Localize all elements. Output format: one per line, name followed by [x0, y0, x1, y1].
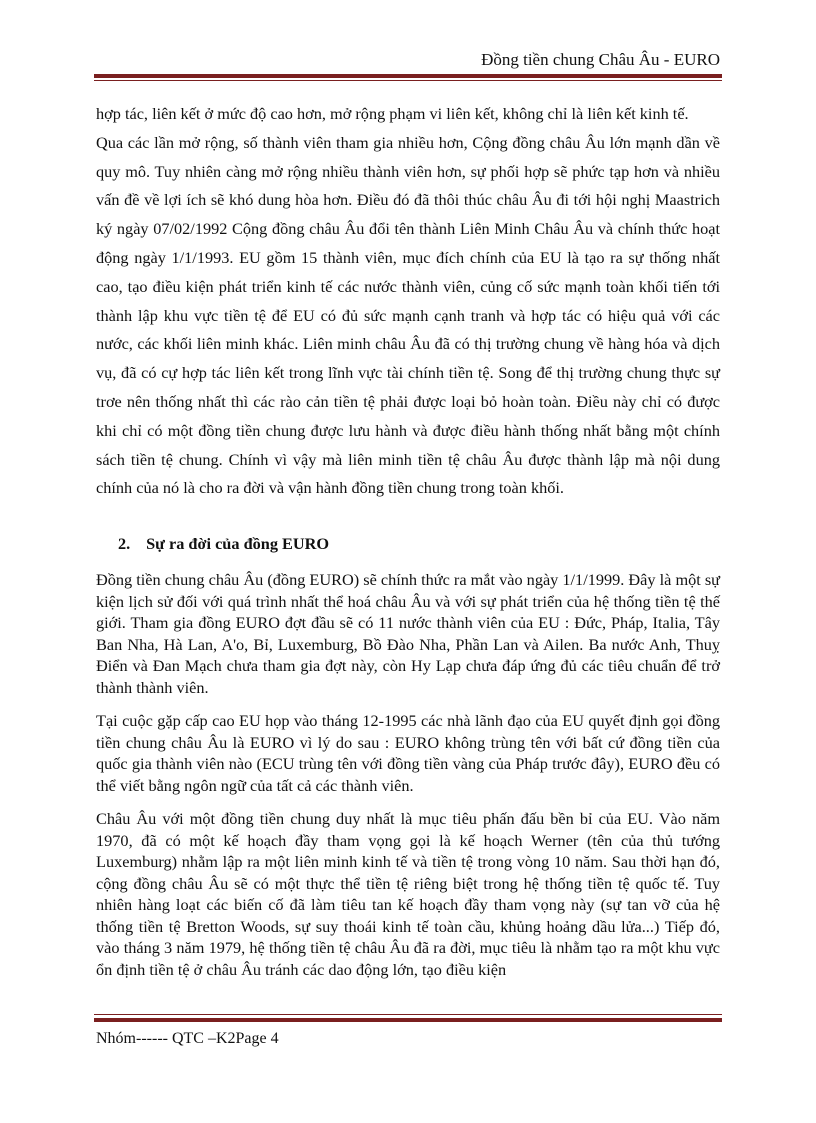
footer-rule-thick — [94, 1018, 722, 1022]
paragraph: hợp tác, liên kết ở mức độ cao hơn, mở rộng phạm vi liên kết, không chỉ là liên kết kinh tế. — [96, 104, 689, 123]
header-rule-thin — [94, 80, 722, 81]
paragraph: Châu Âu với một đồng tiền chung duy nhất là mục tiêu phấn đấu bền bỉ của EU. Vào năm 1970, đã có một kế hoạch đầy tham vọng gọi là kế hoạch Werner (tên của thủ tướng Luxemburg) nhằm lập ra một liên minh kinh tế và tiền tệ trong vòng 10 năm. Sau thời hạn đó, cộng đồng châu Âu sẽ có một thực thể tiền tệ riêng biệt trong hệ thống tiền tệ quốc tế. Tuy nhiên hàng loạt các biến cố đã làm tiêu tan kế hoạch đầy tham vọng này (sự tan vỡ của hệ thống tiền tệ Bretton Woods, sự suy thoái kinh tế toàn cầu, khủng hoảng dầu lửa...) Tiếp đó, vào tháng 3 năm 1979, hệ thống tiền tệ châu Âu đã ra đời, mục tiêu là nhằm tạo ra một khu vực ổn định tiền tệ ở châu Âu tránh các dao động lớn, tạo điều kiện — [96, 809, 720, 979]
section-1-text — [96, 100, 720, 503]
header-rule-thick — [94, 74, 722, 78]
paragraph: Qua các lần mở rộng, số thành viên tham gia nhiều hơn, Cộng đồng châu Âu lớn mạnh dần về quy mô. Tuy nhiên càng mở rộng nhiều thành viên hơn, sự phối hợp sẽ phức tạp hơn và nhiều vấn đề về lợi ích sẽ khó dung hòa hơn. Điều đó đã thôi thúc châu Âu đi tới hội nghị Maastrich ký ngày 07/02/1992 Cộng đồng châu Âu đổi tên thành Liên Minh Châu Âu và chính thức hoạt động ngày 1/1/1993. EU gồm 15 thành viên, mục đích chính của EU là tạo ra sự thống nhất cao, tạo điều kiện phát triển kinh tế các nước thành viên, củng cố sức mạnh toàn khối tiến tới thành lập khu vực tiền tệ để EU có đủ sức mạnh cạnh tranh và hợp tác có hiệu quả với các nước, các khối liên minh khác. Liên minh châu Âu đã có thị trường chung về hàng hóa và dịch vụ, đã có cự hợp tác liên kết trong lĩnh vực tài chính tiền tệ. Song để thị trường chung thực sự trơe nên thống nhất thì các rào cản tiền tệ phải được loại bỏ hoàn toàn. Điều này chỉ có được khi chỉ có một đồng tiền chung được lưu hành và được điều hành thống nhất bằng một chính sách tiền tệ chung. Chính vì vậy mà liên minh tiền tệ châu Âu được thành lập mà nội dung chính của nó là cho ra đời và vận hành đồng tiền chung trong toàn khối. — [96, 132, 720, 498]
paragraph: Tại cuộc gặp cấp cao EU họp vào tháng 12-1995 các nhà lãnh đạo của EU quyết định gọi đồng tiền chung châu Âu là EURO vì lý do sau : EURO không trùng tên với bất cứ đồng tiền của quốc gia thành viên nào (ECU trùng tên với đồng tiền vàng của Pháp trước đây), EURO đều có thể viết bằng ngôn ngữ của tất cả các thành viên. — [96, 711, 720, 795]
section-number: 2. — [118, 534, 131, 554]
paragraph: Đồng tiền chung châu Âu (đồng EURO) sẽ chính thức ra mắt vào ngày 1/1/1999. Đây là một sự kiện lịch sử đối với quá trình nhất thể hoá châu Âu và với sự phát triển của hệ thống tiền tệ thế giới. Tham gia đồng EURO đợt đầu sẽ có 11 nước thành viên của EU : Đức, Pháp, Italia, Tây Ban Nha, Hà Lan, A'o, Bỉ, Luxemburg, Bồ Đào Nha, Phần Lan và Ailen. Ba nước Anh, Thuỵ Điển và Đan Mạch chưa tham gia đợt này, còn Hy Lạp chưa đáp ứng đủ các tiêu chuẩn để trở thành thành viên. — [96, 570, 720, 697]
page-footer: Nhóm------ QTC –K2Page 4 — [96, 1030, 279, 1047]
section-heading — [118, 533, 720, 555]
section-title: Sự ra đời của đồng EURO — [146, 534, 330, 554]
footer-rule-thin — [94, 1014, 722, 1015]
page-body — [96, 100, 720, 992]
page-header-title: Đồng tiền chung Châu Âu - EURO — [481, 50, 720, 69]
